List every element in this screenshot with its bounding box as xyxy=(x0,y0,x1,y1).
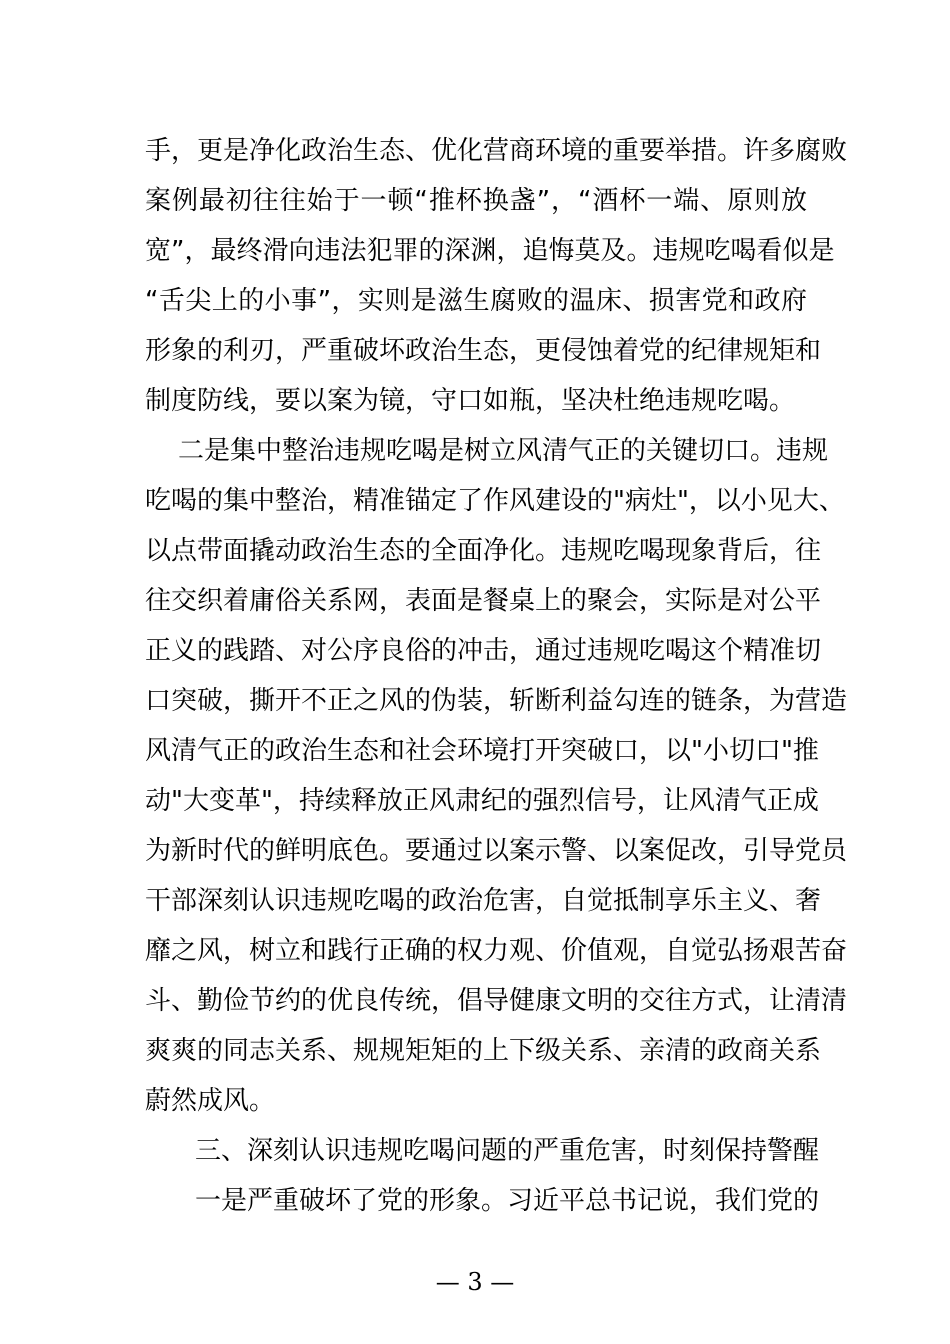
body-line-6: 制度防线，要以案为镜，守口如瓶，坚决杜绝违规吃喝。 xyxy=(145,386,796,416)
body-line-16: 干部深刻认识违规吃喝的政治危害，自觉抵制享乐主义、奢 xyxy=(145,886,822,916)
body-line-10: 往交织着庸俗关系网，表面是餐桌上的聚会，实际是对公平 xyxy=(145,586,822,616)
body-line-2: 案例最初往往始于一顿“推杯换盏”，“酒杯一端、原则放 xyxy=(145,186,807,216)
paragraph-3-first-line: 一是严重破坏了党的形象。习近平总书记说，我们党的 xyxy=(195,1186,820,1216)
page-number: — 3 — xyxy=(435,1268,515,1296)
body-line-5: 形象的利刃，严重破坏政治生态，更侵蚀着党的纪律规矩和 xyxy=(145,336,822,366)
body-line-11: 正义的践踏、对公序良俗的冲击，通过违规吃喝这个精准切 xyxy=(145,636,822,666)
body-line-14: 动"大变革"，持续释放正风肃纪的强烈信号，让风清气正成 xyxy=(145,786,819,816)
body-line-12: 口突破，撕开不正之风的伪装，斩断利益勾连的链条，为营造 xyxy=(145,686,848,716)
body-line-8: 吃喝的集中整治，精准锚定了作风建设的"病灶"，以小见大、 xyxy=(145,486,845,516)
body-line-20: 蔚然成风。 xyxy=(145,1086,276,1116)
section-heading: 三、深刻认识违规吃喝问题的严重危害，时刻保持警醒 xyxy=(195,1136,820,1166)
body-line-9: 以点带面撬动政治生态的全面净化。违规吃喝现象背后，往 xyxy=(145,536,822,566)
body-line-3: 宽”，最终滑向违法犯罪的深渊，追悔莫及。违规吃喝看似是 xyxy=(145,236,835,266)
paragraph-2-first-line: 二是集中整治违规吃喝是树立风清气正的关键切口。违规 xyxy=(178,436,829,466)
body-line-18: 斗、勤俭节约的优良传统，倡导健康文明的交往方式，让清清 xyxy=(145,986,848,1016)
body-line-1: 手，更是净化政治生态、优化营商环境的重要举措。许多腐败 xyxy=(145,136,848,166)
body-line-13: 风清气正的政治生态和社会环境打开突破口，以"小切口"推 xyxy=(145,736,819,766)
body-line-17: 靡之风，树立和践行正确的权力观、价值观，自觉弘扬艰苦奋 xyxy=(145,936,848,966)
body-line-4: “舌尖上的小事”，实则是滋生腐败的温床、损害党和政府 xyxy=(145,286,807,316)
body-line-19: 爽爽的同志关系、规规矩矩的上下级关系、亲清的政商关系 xyxy=(145,1036,822,1066)
body-line-15: 为新时代的鲜明底色。要通过以案示警、以案促改，引导党员 xyxy=(145,836,848,866)
